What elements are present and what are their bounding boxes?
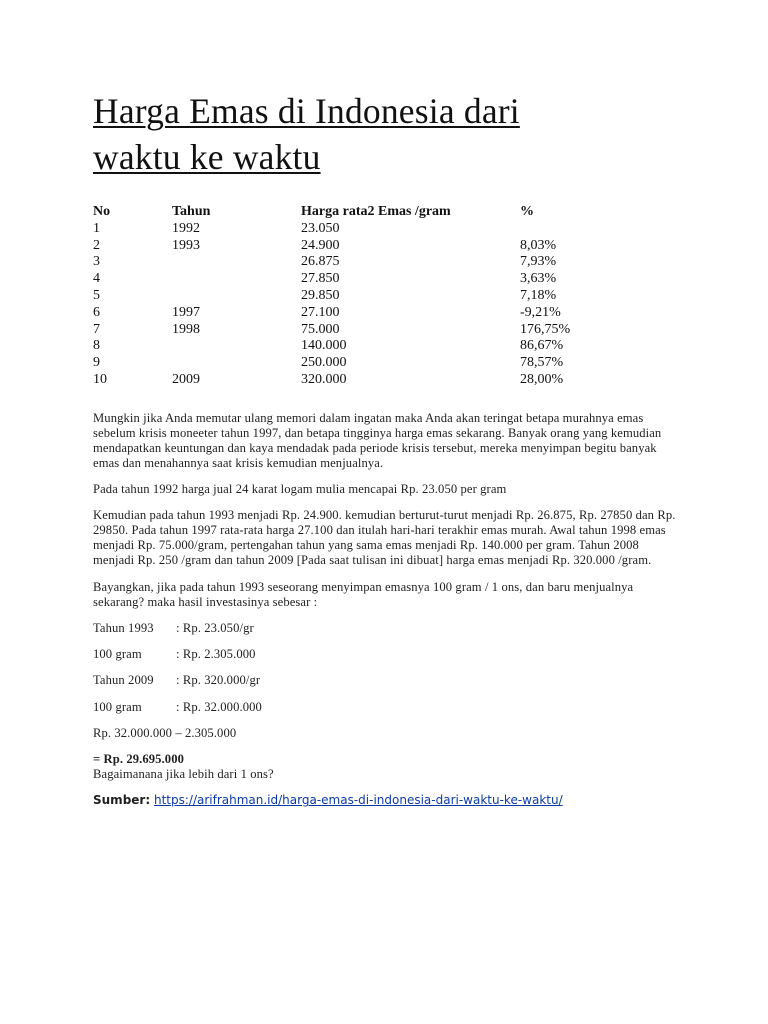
table-row: [93, 288, 620, 305]
cell-percent: 28,00%: [520, 371, 564, 387]
cell-percent: [520, 221, 620, 238]
cell-no: 4: [93, 271, 100, 287]
table-header-row: [93, 204, 620, 221]
cell-no: 5: [93, 287, 100, 303]
cell-price: 320.000: [301, 371, 347, 387]
calc-line: [93, 621, 693, 636]
cell-percent: 7,93%: [520, 254, 557, 270]
cell-percent: 86,67%: [520, 338, 564, 354]
cell-no: 8: [93, 338, 100, 354]
table-row: [93, 372, 620, 389]
cell-percent: 78,57%: [520, 355, 564, 371]
calc-value: : Rp. 2.305.000: [176, 647, 256, 662]
calc-line: [93, 700, 693, 715]
calc-label: Tahun 1993: [93, 621, 154, 635]
cell-year: [172, 288, 301, 305]
cell-percent: 7,18%: [520, 287, 557, 303]
title-line-1: Harga Emas di Indonesia dari: [93, 91, 520, 131]
cell-no: 10: [93, 371, 107, 387]
cell-price: 27.100: [301, 304, 340, 320]
cell-percent: 176,75%: [520, 321, 571, 337]
cell-year: 1997: [172, 304, 200, 320]
calc-line: [93, 647, 693, 662]
header-price: Harga rata2 Emas /gram: [301, 204, 451, 219]
table-row: [93, 238, 620, 255]
calc-label: Tahun 2009: [93, 673, 154, 688]
cell-price: 26.875: [301, 254, 340, 270]
cell-price: 27.850: [301, 271, 340, 287]
title-line-2: waktu ke waktu: [93, 137, 321, 177]
cell-percent: -9,21%: [520, 304, 561, 320]
cell-year: 1993: [172, 237, 200, 253]
cell-year: 2009: [172, 371, 200, 387]
table-row: [93, 254, 620, 271]
cell-year: [172, 254, 301, 271]
table-row: [93, 338, 620, 355]
cell-year: 1998: [172, 321, 200, 337]
calc-label: 100 gram: [93, 647, 142, 662]
cell-price: 250.000: [301, 355, 347, 371]
investment-paragraph: Bayangkan, jika pada tahun 1993 seseorang menyimpan emasnya 100 gram / 1 ons, dan baru menjualnya sekarang? maka hasil investasinya sebesar :: [93, 579, 634, 609]
price-1992-paragraph: Pada tahun 1992 harga jual 24 karat logam mulia mencapai Rp. 23.050 per gram: [93, 481, 507, 496]
calc-value: : Rp. 320.000/gr: [176, 673, 261, 688]
calc-label: 100 gram: [93, 699, 142, 714]
cell-price: 29.850: [301, 287, 340, 303]
closing-question: Bagaimanana jika lebih dari 1 ons?: [93, 767, 274, 782]
cell-price: 75.000: [301, 321, 340, 337]
cell-year: [172, 338, 301, 355]
cell-no: 9: [93, 355, 100, 371]
gold-price-table: [93, 204, 620, 389]
cell-year: 1992: [172, 220, 200, 236]
table-row: [93, 221, 620, 238]
cell-year: [172, 355, 301, 372]
header-no: No: [93, 204, 111, 219]
cell-no: 7: [93, 321, 100, 337]
cell-percent: 3,63%: [520, 271, 557, 287]
calc-line: [93, 673, 693, 688]
table-row: [93, 355, 620, 372]
calc-result: = Rp. 29.695.000: [93, 752, 184, 767]
cell-percent: 8,03%: [520, 237, 557, 253]
cell-year: [172, 271, 301, 288]
cell-no: 6: [93, 304, 100, 320]
cell-price: 140.000: [301, 338, 347, 354]
source-label: Sumber:: [93, 793, 151, 808]
page-title: [93, 88, 693, 180]
header-percent: %: [520, 204, 534, 219]
cell-no: 3: [93, 254, 100, 270]
calc-value: : Rp. 32.000.000: [176, 699, 262, 714]
cell-price: 24.900: [301, 237, 340, 253]
cell-no: 2: [93, 237, 100, 253]
cell-no: 1: [93, 220, 100, 236]
calc-value: : Rp. 23.050/gr: [176, 621, 254, 635]
table-row: [93, 322, 620, 339]
price-history-paragraph: Kemudian pada tahun 1993 menjadi Rp. 24.900. kemudian berturut-turut menjadi Rp. 26.875, Rp. 27850 dan Rp. 29850. Pada tahun 1997 rata-rata harga 27.100 dan itulah hari-hari terakhir emas murah. Awal tahun 1998 emas menjadi Rp. 75.000/gram, pertengahan tahun yang sama emas menjadi Rp. 140.000 per gram. Tahun 2008 menjadi Rp. 250 /gram dan tahun 2009 [Pada saat tulisan ini dibuat] harga emas menjadi Rp. 320.000 /gram.: [93, 507, 676, 568]
table-row: [93, 305, 620, 322]
cell-price: 23.050: [301, 220, 340, 236]
table-row: [93, 271, 620, 288]
source-line: [93, 793, 693, 808]
calc-difference: Rp. 32.000.000 – 2.305.000: [93, 725, 237, 740]
source-link[interactable]: https://arifrahman.id/harga-emas-di-indonesia-dari-waktu-ke-waktu/: [153, 793, 563, 808]
intro-paragraph: Mungkin jika Anda memutar ulang memori dalam ingatan maka Anda akan teringat betapa murahnya emas sebelum krisis moneeter tahun 1997, dan betapa tingginya harga emas sekarang. Banyak orang yang kemudian mendapatkan keuntungan dan kaya mendadak pada periode krisis tersebut, mereka menyimpan begitu banyak emas dan menahannya saat krisis kemudian menjualnya.: [93, 410, 662, 471]
document-page: [93, 88, 693, 808]
header-year: Tahun: [172, 204, 211, 219]
